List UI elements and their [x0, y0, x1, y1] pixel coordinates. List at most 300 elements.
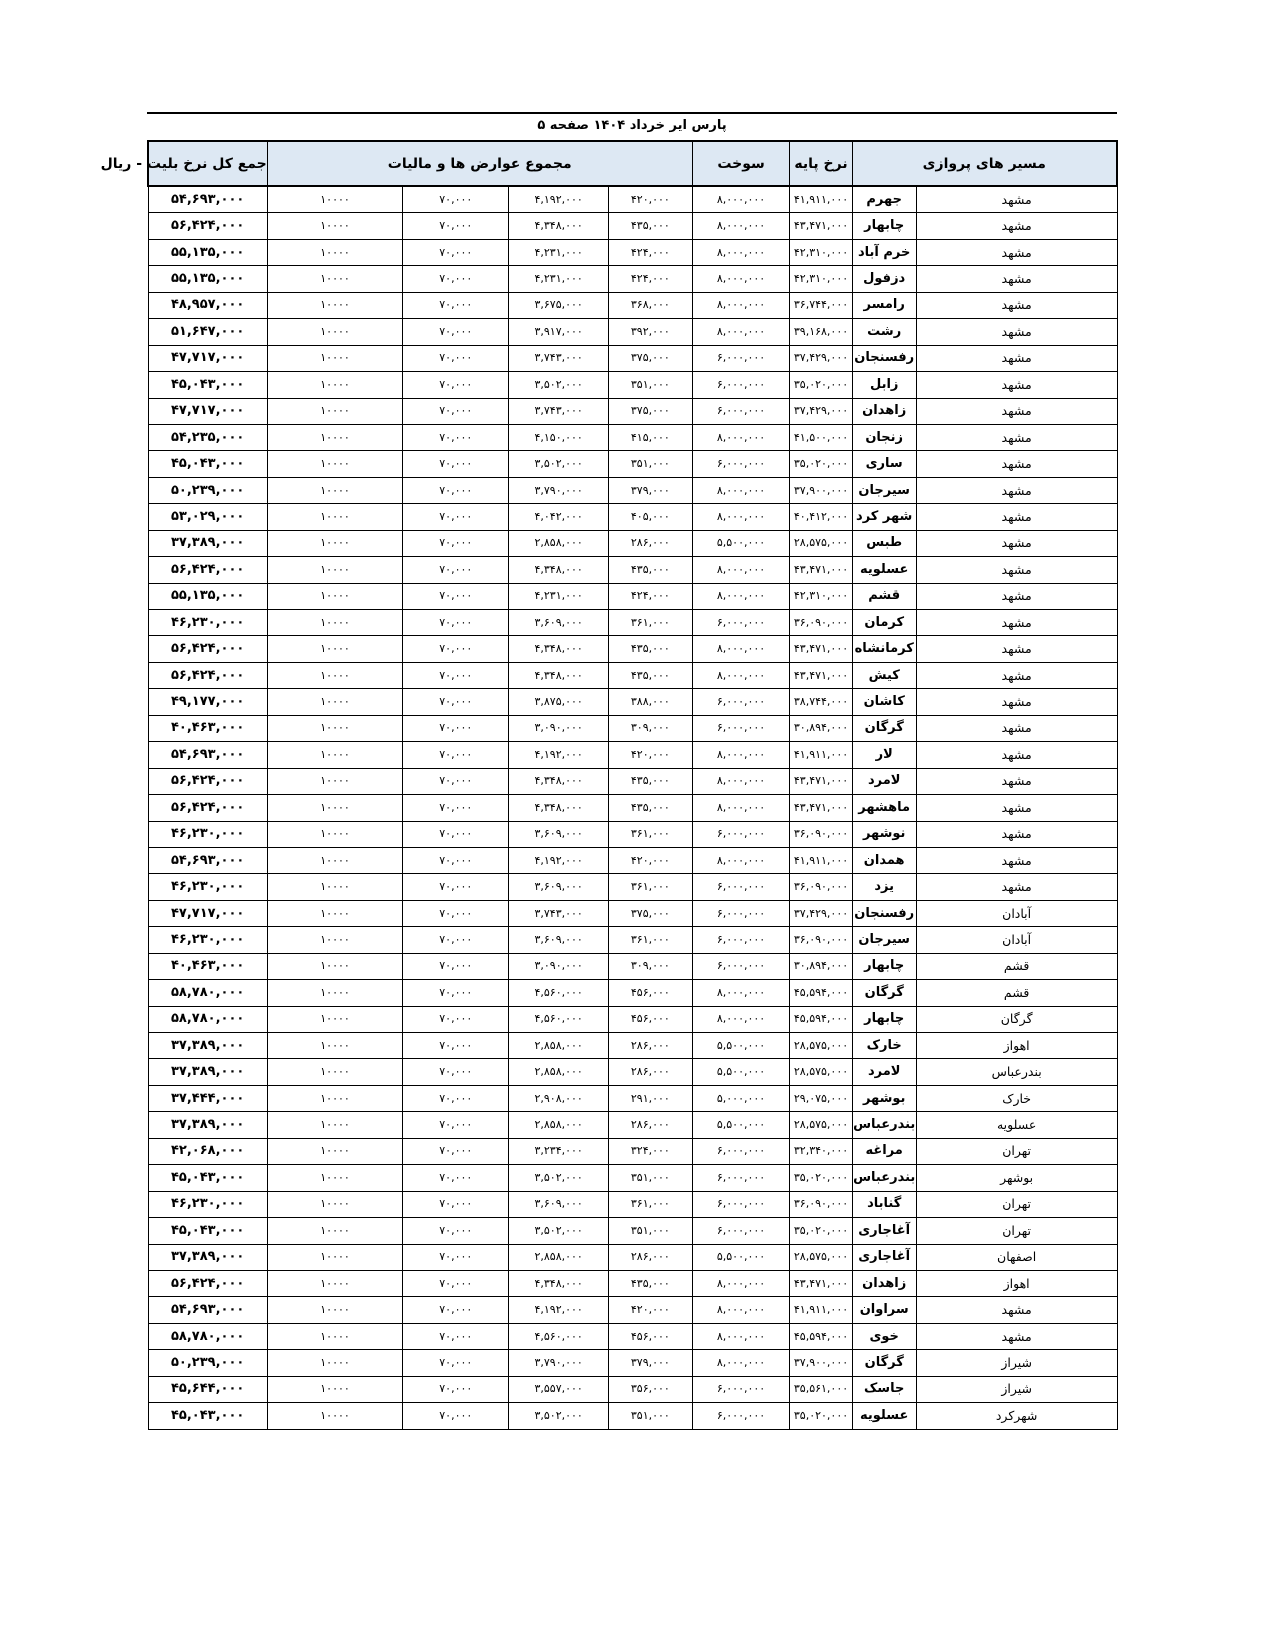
- table-row: [148, 1165, 1117, 1191]
- destination-cell: گناباد: [852, 1191, 916, 1217]
- destination-cell: گرگان: [852, 1350, 916, 1376]
- tax-2-cell: ۳,۶۰۹,۰۰۰: [509, 821, 609, 847]
- total-fare-cell: ۵۶,۴۲۴,۰۰۰: [148, 557, 267, 583]
- table-row: [148, 900, 1117, 926]
- base-fare-cell: ۴۰,۴۱۲,۰۰۰: [790, 504, 852, 530]
- tax-4-cell: ۱۰۰۰۰: [267, 1323, 403, 1349]
- base-fare-cell: ۳۷,۴۲۹,۰۰۰: [790, 900, 852, 926]
- tax-3-cell: ۷۰,۰۰۰: [403, 1323, 509, 1349]
- base-fare-cell: ۴۳,۴۷۱,۰۰۰: [790, 795, 852, 821]
- tax-2-cell: ۴,۳۴۸,۰۰۰: [509, 213, 609, 239]
- table-row: [148, 874, 1117, 900]
- total-fare-cell: ۳۷,۳۸۹,۰۰۰: [148, 1112, 267, 1138]
- tax-2-cell: ۲,۸۵۸,۰۰۰: [509, 1112, 609, 1138]
- destination-cell: لامرد: [852, 1059, 916, 1085]
- tax-3-cell: ۷۰,۰۰۰: [403, 874, 509, 900]
- base-fare-cell: ۳۶,۰۹۰,۰۰۰: [790, 927, 852, 953]
- tax-1-cell: ۴۲۴,۰۰۰: [609, 266, 693, 292]
- tax-2-cell: ۲,۹۰۸,۰۰۰: [509, 1085, 609, 1111]
- destination-cell: بندرعباس: [852, 1112, 916, 1138]
- total-fare-cell: ۴۵,۰۴۳,۰۰۰: [148, 1218, 267, 1244]
- tax-4-cell: ۱۰۰۰۰: [267, 530, 403, 556]
- table-row: [148, 610, 1117, 636]
- tax-2-cell: ۳,۰۹۰,۰۰۰: [509, 953, 609, 979]
- fuel-cell: ۸,۰۰۰,۰۰۰: [692, 847, 790, 873]
- table-row: [148, 1085, 1117, 1111]
- table-row: [148, 847, 1117, 873]
- tax-1-cell: ۳۵۱,۰۰۰: [609, 1165, 693, 1191]
- table-row: [148, 292, 1117, 318]
- fuel-cell: ۵,۵۰۰,۰۰۰: [692, 530, 790, 556]
- table-row: [148, 1297, 1117, 1323]
- total-fare-cell: ۴۵,۰۴۳,۰۰۰: [148, 451, 267, 477]
- tax-2-cell: ۳,۰۹۰,۰۰۰: [509, 715, 609, 741]
- base-fare-cell: ۴۳,۴۷۱,۰۰۰: [790, 557, 852, 583]
- total-fare-cell: ۴۵,۶۴۴,۰۰۰: [148, 1376, 267, 1402]
- fuel-cell: ۶,۰۰۰,۰۰۰: [692, 610, 790, 636]
- tax-3-cell: ۷۰,۰۰۰: [403, 1403, 509, 1429]
- fuel-cell: ۶,۰۰۰,۰۰۰: [692, 821, 790, 847]
- tax-2-cell: ۳,۵۰۲,۰۰۰: [509, 451, 609, 477]
- total-fare-cell: ۵۶,۴۲۴,۰۰۰: [148, 636, 267, 662]
- tax-2-cell: ۳,۲۳۴,۰۰۰: [509, 1138, 609, 1164]
- tax-1-cell: ۳۶۱,۰۰۰: [609, 927, 693, 953]
- origin-cell: مشهد: [916, 795, 1117, 821]
- base-fare-cell: ۴۱,۹۱۱,۰۰۰: [790, 847, 852, 873]
- total-fare-cell: ۵۴,۶۹۳,۰۰۰: [148, 186, 267, 213]
- destination-cell: ساری: [852, 451, 916, 477]
- total-fare-cell: ۵۶,۴۲۴,۰۰۰: [148, 1270, 267, 1296]
- tax-4-cell: ۱۰۰۰۰: [267, 1270, 403, 1296]
- destination-cell: نوشهر: [852, 821, 916, 847]
- origin-cell: مشهد: [916, 424, 1117, 450]
- table-row: [148, 1323, 1117, 1349]
- tax-1-cell: ۲۹۱,۰۰۰: [609, 1085, 693, 1111]
- origin-cell: مشهد: [916, 742, 1117, 768]
- fuel-cell: ۸,۰۰۰,۰۰۰: [692, 1297, 790, 1323]
- tax-1-cell: ۴۲۰,۰۰۰: [609, 847, 693, 873]
- total-fare-cell: ۵۰,۲۳۹,۰۰۰: [148, 477, 267, 503]
- table-row: [148, 504, 1117, 530]
- total-fare-cell: ۳۷,۳۸۹,۰۰۰: [148, 530, 267, 556]
- table-row: [148, 372, 1117, 398]
- tax-3-cell: ۷۰,۰۰۰: [403, 1138, 509, 1164]
- tax-1-cell: ۴۳۵,۰۰۰: [609, 213, 693, 239]
- destination-cell: خارک: [852, 1033, 916, 1059]
- base-fare-cell: ۳۷,۴۲۹,۰۰۰: [790, 345, 852, 371]
- total-fare-cell: ۵۵,۱۳۵,۰۰۰: [148, 266, 267, 292]
- tax-1-cell: ۳۸۸,۰۰۰: [609, 689, 693, 715]
- tax-2-cell: ۴,۳۴۸,۰۰۰: [509, 636, 609, 662]
- total-fare-cell: ۳۷,۳۸۹,۰۰۰: [148, 1033, 267, 1059]
- tax-2-cell: ۳,۷۹۰,۰۰۰: [509, 477, 609, 503]
- tax-3-cell: ۷۰,۰۰۰: [403, 1376, 509, 1402]
- base-fare-cell: ۴۱,۹۱۱,۰۰۰: [790, 742, 852, 768]
- tax-2-cell: ۳,۶۰۹,۰۰۰: [509, 927, 609, 953]
- destination-cell: رامسر: [852, 292, 916, 318]
- origin-cell: مشهد: [916, 821, 1117, 847]
- table-row: [148, 1006, 1117, 1032]
- tax-2-cell: ۳,۵۰۲,۰۰۰: [509, 1403, 609, 1429]
- table-row: [148, 1112, 1117, 1138]
- fuel-cell: ۸,۰۰۰,۰۰۰: [692, 1006, 790, 1032]
- destination-cell: زنجان: [852, 424, 916, 450]
- tax-1-cell: ۴۰۵,۰۰۰: [609, 504, 693, 530]
- fuel-cell: ۶,۰۰۰,۰۰۰: [692, 900, 790, 926]
- tax-3-cell: ۷۰,۰۰۰: [403, 1006, 509, 1032]
- total-fare-cell: ۴۸,۹۵۷,۰۰۰: [148, 292, 267, 318]
- tax-1-cell: ۴۲۴,۰۰۰: [609, 583, 693, 609]
- origin-cell: تهران: [916, 1138, 1117, 1164]
- origin-cell: تهران: [916, 1191, 1117, 1217]
- tax-2-cell: ۳,۶۰۹,۰۰۰: [509, 610, 609, 636]
- origin-cell: مشهد: [916, 1297, 1117, 1323]
- tax-1-cell: ۳۵۶,۰۰۰: [609, 1376, 693, 1402]
- tax-3-cell: ۷۰,۰۰۰: [403, 398, 509, 424]
- tax-1-cell: ۴۳۵,۰۰۰: [609, 795, 693, 821]
- destination-cell: گرگان: [852, 715, 916, 741]
- destination-cell: آغاجاری: [852, 1244, 916, 1270]
- table-row: [148, 636, 1117, 662]
- origin-cell: اصفهان: [916, 1244, 1117, 1270]
- tax-4-cell: ۱۰۰۰۰: [267, 610, 403, 636]
- tax-4-cell: ۱۰۰۰۰: [267, 1191, 403, 1217]
- base-fare-cell: ۴۱,۹۱۱,۰۰۰: [790, 186, 852, 213]
- destination-cell: کرمانشاه: [852, 636, 916, 662]
- tax-4-cell: ۱۰۰۰۰: [267, 504, 403, 530]
- total-fare-cell: ۵۸,۷۸۰,۰۰۰: [148, 1323, 267, 1349]
- tax-4-cell: ۱۰۰۰۰: [267, 1218, 403, 1244]
- tax-1-cell: ۳۰۹,۰۰۰: [609, 715, 693, 741]
- tax-2-cell: ۴,۲۳۱,۰۰۰: [509, 266, 609, 292]
- tax-2-cell: ۴,۳۴۸,۰۰۰: [509, 557, 609, 583]
- base-fare-cell: ۳۵,۰۲۰,۰۰۰: [790, 451, 852, 477]
- table-row: [148, 186, 1117, 213]
- total-fare-cell: ۴۹,۱۷۷,۰۰۰: [148, 689, 267, 715]
- tax-1-cell: ۴۳۵,۰۰۰: [609, 768, 693, 794]
- total-fare-cell: ۴۵,۰۴۳,۰۰۰: [148, 372, 267, 398]
- origin-cell: بوشهر: [916, 1165, 1117, 1191]
- tax-1-cell: ۳۶۱,۰۰۰: [609, 610, 693, 636]
- total-fare-cell: ۵۴,۶۹۳,۰۰۰: [148, 1297, 267, 1323]
- fuel-cell: ۶,۰۰۰,۰۰۰: [692, 1218, 790, 1244]
- base-fare-cell: ۳۶,۷۴۴,۰۰۰: [790, 292, 852, 318]
- tax-1-cell: ۴۵۶,۰۰۰: [609, 1006, 693, 1032]
- table-row: [148, 319, 1117, 345]
- tax-3-cell: ۷۰,۰۰۰: [403, 1085, 509, 1111]
- tax-3-cell: ۷۰,۰۰۰: [403, 504, 509, 530]
- base-fare-cell: ۲۹,۰۷۵,۰۰۰: [790, 1085, 852, 1111]
- tax-2-cell: ۴,۳۴۸,۰۰۰: [509, 795, 609, 821]
- tax-3-cell: ۷۰,۰۰۰: [403, 583, 509, 609]
- table-row: [148, 927, 1117, 953]
- table-row: [148, 530, 1117, 556]
- table-row: [148, 424, 1117, 450]
- tax-4-cell: ۱۰۰۰۰: [267, 372, 403, 398]
- origin-cell: مشهد: [916, 530, 1117, 556]
- total-fare-cell: ۴۵,۰۴۳,۰۰۰: [148, 1165, 267, 1191]
- tax-4-cell: ۱۰۰۰۰: [267, 1350, 403, 1376]
- base-fare-cell: ۴۵,۵۹۴,۰۰۰: [790, 980, 852, 1006]
- total-fare-cell: ۴۷,۷۱۷,۰۰۰: [148, 345, 267, 371]
- tax-4-cell: ۱۰۰۰۰: [267, 715, 403, 741]
- origin-cell: مشهد: [916, 1323, 1117, 1349]
- base-fare-cell: ۳۷,۹۰۰,۰۰۰: [790, 1350, 852, 1376]
- table-row: [148, 742, 1117, 768]
- total-fare-cell: ۴۷,۷۱۷,۰۰۰: [148, 900, 267, 926]
- tax-2-cell: ۴,۲۳۱,۰۰۰: [509, 583, 609, 609]
- destination-cell: عسلویه: [852, 1403, 916, 1429]
- total-fare-cell: ۴۶,۲۳۰,۰۰۰: [148, 927, 267, 953]
- tax-4-cell: ۱۰۰۰۰: [267, 424, 403, 450]
- tax-1-cell: ۳۵۱,۰۰۰: [609, 1403, 693, 1429]
- tax-3-cell: ۷۰,۰۰۰: [403, 345, 509, 371]
- fuel-cell: ۸,۰۰۰,۰۰۰: [692, 795, 790, 821]
- destination-cell: چابهار: [852, 953, 916, 979]
- destination-cell: سیرجان: [852, 927, 916, 953]
- base-fare-cell: ۴۳,۴۷۱,۰۰۰: [790, 1270, 852, 1296]
- tax-2-cell: ۳,۹۱۷,۰۰۰: [509, 319, 609, 345]
- tax-3-cell: ۷۰,۰۰۰: [403, 821, 509, 847]
- tax-1-cell: ۳۷۵,۰۰۰: [609, 398, 693, 424]
- tax-3-cell: ۷۰,۰۰۰: [403, 953, 509, 979]
- destination-cell: کیش: [852, 662, 916, 688]
- destination-cell: جاسک: [852, 1376, 916, 1402]
- tax-2-cell: ۴,۵۶۰,۰۰۰: [509, 1006, 609, 1032]
- base-fare-cell: ۳۷,۹۰۰,۰۰۰: [790, 477, 852, 503]
- tax-4-cell: ۱۰۰۰۰: [267, 266, 403, 292]
- tax-3-cell: ۷۰,۰۰۰: [403, 1350, 509, 1376]
- fuel-cell: ۶,۰۰۰,۰۰۰: [692, 715, 790, 741]
- tax-2-cell: ۳,۶۰۹,۰۰۰: [509, 1191, 609, 1217]
- total-fare-cell: ۴۶,۲۳۰,۰۰۰: [148, 821, 267, 847]
- base-fare-cell: ۳۶,۰۹۰,۰۰۰: [790, 821, 852, 847]
- table-row: [148, 557, 1117, 583]
- col-header-base-fare: نرخ پایه: [790, 141, 852, 186]
- base-fare-cell: ۳۶,۰۹۰,۰۰۰: [790, 610, 852, 636]
- total-fare-cell: ۴۰,۴۶۳,۰۰۰: [148, 953, 267, 979]
- fuel-cell: ۸,۰۰۰,۰۰۰: [692, 636, 790, 662]
- col-header-total: جمع کل نرخ بلیت - ریال: [148, 141, 267, 186]
- tax-4-cell: ۱۰۰۰۰: [267, 980, 403, 1006]
- total-fare-cell: ۴۶,۲۳۰,۰۰۰: [148, 1191, 267, 1217]
- table-row: [148, 662, 1117, 688]
- destination-cell: کاشان: [852, 689, 916, 715]
- tax-3-cell: ۷۰,۰۰۰: [403, 980, 509, 1006]
- tax-4-cell: ۱۰۰۰۰: [267, 927, 403, 953]
- fuel-cell: ۵,۵۰۰,۰۰۰: [692, 1244, 790, 1270]
- tax-4-cell: ۱۰۰۰۰: [267, 239, 403, 265]
- destination-cell: چابهار: [852, 1006, 916, 1032]
- tax-2-cell: ۳,۷۹۰,۰۰۰: [509, 1350, 609, 1376]
- tax-2-cell: ۳,۷۴۳,۰۰۰: [509, 345, 609, 371]
- tax-3-cell: ۷۰,۰۰۰: [403, 266, 509, 292]
- table-row: [148, 477, 1117, 503]
- table-row: [148, 266, 1117, 292]
- fuel-cell: ۵,۵۰۰,۰۰۰: [692, 1059, 790, 1085]
- fuel-cell: ۸,۰۰۰,۰۰۰: [692, 1350, 790, 1376]
- fuel-cell: ۸,۰۰۰,۰۰۰: [692, 186, 790, 213]
- total-fare-cell: ۵۴,۶۹۳,۰۰۰: [148, 847, 267, 873]
- total-fare-cell: ۵۴,۶۹۳,۰۰۰: [148, 742, 267, 768]
- table-row: [148, 689, 1117, 715]
- origin-cell: مشهد: [916, 610, 1117, 636]
- tax-4-cell: ۱۰۰۰۰: [267, 900, 403, 926]
- table-row: [148, 1403, 1117, 1429]
- tax-1-cell: ۴۲۰,۰۰۰: [609, 186, 693, 213]
- total-fare-cell: ۵۳,۰۲۹,۰۰۰: [148, 504, 267, 530]
- total-fare-cell: ۴۶,۲۳۰,۰۰۰: [148, 610, 267, 636]
- tax-1-cell: ۴۳۵,۰۰۰: [609, 662, 693, 688]
- tax-2-cell: ۴,۱۹۲,۰۰۰: [509, 1297, 609, 1323]
- fuel-cell: ۸,۰۰۰,۰۰۰: [692, 583, 790, 609]
- destination-cell: چابهار: [852, 213, 916, 239]
- base-fare-cell: ۳۵,۰۲۰,۰۰۰: [790, 1403, 852, 1429]
- fuel-cell: ۶,۰۰۰,۰۰۰: [692, 1138, 790, 1164]
- tax-1-cell: ۴۲۰,۰۰۰: [609, 1297, 693, 1323]
- fare-table-body: [148, 186, 1117, 1429]
- fuel-cell: ۶,۰۰۰,۰۰۰: [692, 1403, 790, 1429]
- base-fare-cell: ۳۷,۴۲۹,۰۰۰: [790, 398, 852, 424]
- origin-cell: مشهد: [916, 372, 1117, 398]
- base-fare-cell: ۳۰,۸۹۴,۰۰۰: [790, 715, 852, 741]
- tax-2-cell: ۴,۳۴۸,۰۰۰: [509, 1270, 609, 1296]
- total-fare-cell: ۵۶,۴۲۴,۰۰۰: [148, 662, 267, 688]
- tax-4-cell: ۱۰۰۰۰: [267, 1376, 403, 1402]
- tax-4-cell: ۱۰۰۰۰: [267, 186, 403, 213]
- destination-cell: دزفول: [852, 266, 916, 292]
- tax-1-cell: ۳۲۴,۰۰۰: [609, 1138, 693, 1164]
- destination-cell: جهرم: [852, 186, 916, 213]
- tax-3-cell: ۷۰,۰۰۰: [403, 319, 509, 345]
- destination-cell: شهر کرد: [852, 504, 916, 530]
- tax-1-cell: ۲۸۶,۰۰۰: [609, 1033, 693, 1059]
- tax-3-cell: ۷۰,۰۰۰: [403, 662, 509, 688]
- origin-cell: گرگان: [916, 1006, 1117, 1032]
- tax-2-cell: ۴,۵۶۰,۰۰۰: [509, 980, 609, 1006]
- table-row: [148, 821, 1117, 847]
- base-fare-cell: ۴۳,۴۷۱,۰۰۰: [790, 213, 852, 239]
- fuel-cell: ۶,۰۰۰,۰۰۰: [692, 372, 790, 398]
- fuel-cell: ۶,۰۰۰,۰۰۰: [692, 689, 790, 715]
- fuel-cell: ۸,۰۰۰,۰۰۰: [692, 662, 790, 688]
- fuel-cell: ۶,۰۰۰,۰۰۰: [692, 874, 790, 900]
- base-fare-cell: ۳۵,۰۲۰,۰۰۰: [790, 1218, 852, 1244]
- destination-cell: طبس: [852, 530, 916, 556]
- destination-cell: کرمان: [852, 610, 916, 636]
- table-row: [148, 1138, 1117, 1164]
- destination-cell: یزد: [852, 874, 916, 900]
- tax-3-cell: ۷۰,۰۰۰: [403, 742, 509, 768]
- tax-2-cell: ۴,۵۶۰,۰۰۰: [509, 1323, 609, 1349]
- tax-3-cell: ۷۰,۰۰۰: [403, 1033, 509, 1059]
- destination-cell: رشت: [852, 319, 916, 345]
- origin-cell: مشهد: [916, 847, 1117, 873]
- tax-3-cell: ۷۰,۰۰۰: [403, 292, 509, 318]
- table-row: [148, 1244, 1117, 1270]
- destination-cell: ماهشهر: [852, 795, 916, 821]
- base-fare-cell: ۳۵,۵۶۱,۰۰۰: [790, 1376, 852, 1402]
- tax-3-cell: ۷۰,۰۰۰: [403, 1244, 509, 1270]
- origin-cell: قشم: [916, 980, 1117, 1006]
- tax-2-cell: ۳,۶۷۵,۰۰۰: [509, 292, 609, 318]
- origin-cell: مشهد: [916, 451, 1117, 477]
- header-row: [148, 141, 1117, 186]
- tax-3-cell: ۷۰,۰۰۰: [403, 795, 509, 821]
- total-fare-cell: ۴۵,۰۴۳,۰۰۰: [148, 1403, 267, 1429]
- tax-4-cell: ۱۰۰۰۰: [267, 821, 403, 847]
- base-fare-cell: ۳۶,۰۹۰,۰۰۰: [790, 874, 852, 900]
- tax-2-cell: ۴,۱۵۰,۰۰۰: [509, 424, 609, 450]
- base-fare-cell: ۳۸,۷۴۴,۰۰۰: [790, 689, 852, 715]
- tax-4-cell: ۱۰۰۰۰: [267, 1403, 403, 1429]
- fuel-cell: ۶,۰۰۰,۰۰۰: [692, 398, 790, 424]
- fare-table: [100, 140, 1118, 1430]
- tax-4-cell: ۱۰۰۰۰: [267, 953, 403, 979]
- destination-cell: گرگان: [852, 980, 916, 1006]
- destination-cell: زابل: [852, 372, 916, 398]
- origin-cell: عسلویه: [916, 1112, 1117, 1138]
- col-header-fuel: سوخت: [692, 141, 790, 186]
- table-row: [148, 345, 1117, 371]
- base-fare-cell: ۳۹,۱۶۸,۰۰۰: [790, 319, 852, 345]
- tax-1-cell: ۴۵۶,۰۰۰: [609, 980, 693, 1006]
- fuel-cell: ۶,۰۰۰,۰۰۰: [692, 1191, 790, 1217]
- tax-1-cell: ۳۵۱,۰۰۰: [609, 372, 693, 398]
- tax-1-cell: ۴۲۴,۰۰۰: [609, 239, 693, 265]
- total-fare-cell: ۵۱,۶۴۷,۰۰۰: [148, 319, 267, 345]
- fuel-cell: ۶,۰۰۰,۰۰۰: [692, 953, 790, 979]
- fuel-cell: ۶,۰۰۰,۰۰۰: [692, 927, 790, 953]
- tax-3-cell: ۷۰,۰۰۰: [403, 927, 509, 953]
- destination-cell: همدان: [852, 847, 916, 873]
- total-fare-cell: ۵۶,۴۲۴,۰۰۰: [148, 795, 267, 821]
- tax-4-cell: ۱۰۰۰۰: [267, 451, 403, 477]
- tax-1-cell: ۴۳۵,۰۰۰: [609, 1270, 693, 1296]
- tax-1-cell: ۳۷۹,۰۰۰: [609, 1350, 693, 1376]
- tax-4-cell: ۱۰۰۰۰: [267, 398, 403, 424]
- total-fare-cell: ۵۶,۴۲۴,۰۰۰: [148, 213, 267, 239]
- tax-3-cell: ۷۰,۰۰۰: [403, 451, 509, 477]
- base-fare-cell: ۴۵,۵۹۴,۰۰۰: [790, 1323, 852, 1349]
- fuel-cell: ۸,۰۰۰,۰۰۰: [692, 742, 790, 768]
- tax-3-cell: ۷۰,۰۰۰: [403, 847, 509, 873]
- tax-3-cell: ۷۰,۰۰۰: [403, 1218, 509, 1244]
- tax-1-cell: ۴۱۵,۰۰۰: [609, 424, 693, 450]
- table-row: [148, 239, 1117, 265]
- tax-1-cell: ۳۶۱,۰۰۰: [609, 821, 693, 847]
- destination-cell: خرم آباد: [852, 239, 916, 265]
- base-fare-cell: ۳۵,۰۲۰,۰۰۰: [790, 1165, 852, 1191]
- table-row: [148, 1350, 1117, 1376]
- total-fare-cell: ۵۴,۲۳۵,۰۰۰: [148, 424, 267, 450]
- tax-3-cell: ۷۰,۰۰۰: [403, 636, 509, 662]
- table-row: [148, 795, 1117, 821]
- tax-1-cell: ۴۵۶,۰۰۰: [609, 1323, 693, 1349]
- base-fare-cell: ۳۲,۳۴۰,۰۰۰: [790, 1138, 852, 1164]
- tax-2-cell: ۳,۵۰۲,۰۰۰: [509, 372, 609, 398]
- table-row: [148, 1218, 1117, 1244]
- base-fare-cell: ۲۸,۵۷۵,۰۰۰: [790, 1059, 852, 1085]
- base-fare-cell: ۲۸,۵۷۵,۰۰۰: [790, 1112, 852, 1138]
- tax-2-cell: ۳,۷۴۳,۰۰۰: [509, 900, 609, 926]
- origin-cell: بندرعباس: [916, 1059, 1117, 1085]
- destination-cell: قشم: [852, 583, 916, 609]
- tax-2-cell: ۴,۱۹۲,۰۰۰: [509, 186, 609, 213]
- tax-4-cell: ۱۰۰۰۰: [267, 689, 403, 715]
- tax-3-cell: ۷۰,۰۰۰: [403, 239, 509, 265]
- table-row: [148, 213, 1117, 239]
